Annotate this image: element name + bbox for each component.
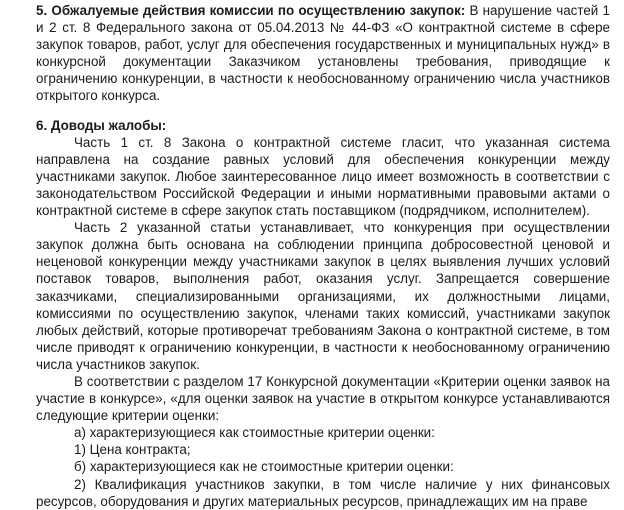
section-5 [36, 2, 610, 105]
section-6-heading: 6. Доводы жалобы: [36, 117, 167, 133]
criteria-list-item: 1) Цена контракта; [74, 442, 191, 458]
section-5-heading: 5. Обжалуемые действия комиссии по осуществлению закупок: [36, 3, 466, 18]
section-6-paragraph: Часть 2 указанной статьи устанавливает, что конкуренция при осуществлении закупок должна быть основана на соблюдении принципа добросовестной ценовой и неценовой конкуренции между участниками закупок в целях выявления лучших условий поставок товаров, выполнения работ, оказания услуг. Запрещается совершение заказчиками, специализированными организациями, их должностными лицами, комиссиями по осуществлению закупок, членами таких комиссий, участниками закупок любых действий, которые противоречат требованиям Закона о контрактной системе, в том числе приводят к ограничению конкуренции, в частности к необоснованному ограничению числа участников закупок. [36, 220, 610, 372]
section-6-paragraph: В соответствии с разделом 17 Конкурсной документации «Критерии оценки заявок на участие в конкурсе», «для оценки заявок на участие в открытом конкурсе устанавливаются следующие критерии оценки: [36, 373, 610, 424]
criteria-list-item: б) характеризующиеся как не стоимостные критерии оценки: [74, 459, 454, 475]
section-5-text: В нарушение частей 1 и 2 ст. 8 Федерального закона от 05.04.2013 № 44-ФЗ «О контрактной системе в сфере закупок товаров, работ, услуг для обеспечения государственных и муниципальных нужд» в конкурсной документации Заказчиком установлены требования, приводящие к ограничению конкуренции, в частности к необоснованному ограничению числа участников открытого конкурса. [36, 3, 610, 104]
section-6-paragraph: Часть 1 ст. 8 Закона о контрактной системе гласит, что указанная система направлена на создание равных условий для обеспечения конкуренции между участниками закупок. Любое заинтересованное лицо имеет возможность в соответствии с законодательством Российской Федерации и иными нормативными правовыми актами о контрактной системе в сфере закупок стать поставщиком (подрядчиком, исполнителем). [36, 134, 610, 219]
criteria-list-item: а) характеризующиеся как стоимостные критерии оценки: [74, 425, 435, 441]
criteria-list-item: 2) Квалификация участников закупки, в том числе наличие у них финансовых ресурсов, оборудования и других материальных ресурсов, принадлежащих им на праве [36, 476, 610, 509]
